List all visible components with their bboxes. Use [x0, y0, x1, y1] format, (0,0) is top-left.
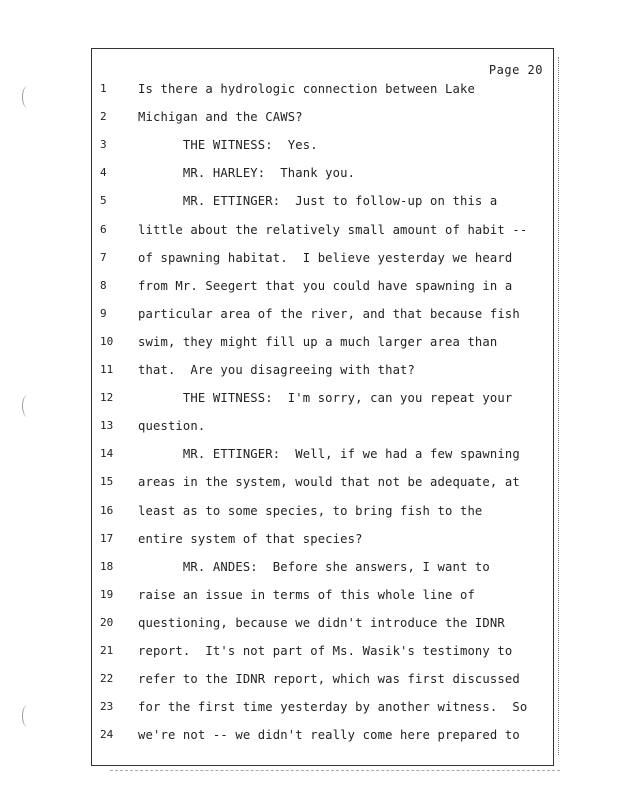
line-text: questioning, because we didn't introduce the IDNR	[138, 615, 505, 630]
line-number: 9	[100, 306, 107, 320]
line-number: 14	[100, 447, 114, 461]
transcript-line	[92, 110, 553, 130]
scan-artifact-line	[110, 770, 560, 772]
line-number: 20	[100, 615, 114, 629]
line-text: Michigan and the CAWS?	[138, 110, 303, 125]
line-text: Is there a hydrologic connection between Lake	[138, 82, 475, 96]
line-text: MR. ANDES: Before she answers, I want to	[138, 559, 490, 574]
transcript-line	[92, 532, 553, 552]
page-number: Page 20	[488, 63, 543, 77]
line-number: 10	[100, 334, 114, 348]
line-text: that. Are you disagreeing with that?	[138, 363, 416, 377]
line-number: 18	[100, 559, 114, 573]
line-text: little about the relatively small amount of habit --	[138, 222, 528, 237]
transcript-line	[92, 419, 553, 439]
line-text: MR. ETTINGER: Well, if we had a few spawning	[138, 447, 520, 462]
transcript-line	[92, 138, 553, 158]
line-number: 22	[100, 672, 114, 686]
line-number: 5	[100, 194, 107, 208]
transcript-line	[92, 391, 553, 411]
line-number: 1	[100, 82, 107, 95]
line-number: 2	[100, 110, 107, 124]
transcript-line	[92, 251, 553, 271]
line-number: 11	[100, 363, 114, 376]
line-text: question.	[138, 419, 206, 434]
line-number: 15	[100, 475, 114, 489]
line-text: raise an issue in terms of this whole line of	[138, 587, 475, 602]
transcript-line	[92, 588, 553, 608]
line-text: of spawning habitat. I believe yesterday we heard	[138, 250, 513, 265]
line-number: 6	[100, 222, 107, 236]
transcript-line	[92, 672, 553, 692]
line-text: entire system of that species?	[138, 531, 363, 546]
binder-hole-mark	[22, 705, 33, 727]
transcript-line	[92, 504, 553, 524]
line-text: MR. HARLEY: Thank you.	[138, 166, 356, 181]
transcript-line	[92, 166, 553, 186]
line-text: from Mr. Seegert that you could have spawning in a	[138, 278, 513, 293]
line-text: refer to the IDNR report, which was first discussed	[138, 672, 520, 687]
line-number: 12	[100, 391, 114, 405]
line-number: 3	[100, 138, 107, 152]
line-text: for the first time yesterday by another witness. So	[138, 700, 528, 715]
transcript-line	[92, 560, 553, 580]
line-number: 4	[100, 166, 107, 180]
transcript-line	[92, 447, 553, 467]
transcript-line	[92, 363, 553, 383]
line-text: THE WITNESS: I'm sorry, can you repeat your	[138, 391, 513, 406]
transcript-line	[92, 194, 553, 214]
binder-hole-mark	[22, 86, 33, 108]
transcript-line	[92, 700, 553, 720]
line-text: areas in the system, would that not be adequate, at	[138, 475, 520, 490]
transcript-line	[92, 335, 553, 355]
transcript-line	[92, 82, 553, 102]
line-number: 24	[100, 728, 114, 742]
transcript-line	[92, 616, 553, 636]
line-number: 7	[100, 250, 107, 264]
binder-hole-mark	[22, 395, 33, 417]
transcript-line	[92, 644, 553, 664]
line-number: 21	[100, 644, 114, 657]
line-text: THE WITNESS: Yes.	[138, 138, 318, 153]
line-number: 19	[100, 587, 114, 601]
line-number: 17	[100, 531, 114, 545]
line-number: 23	[100, 700, 114, 714]
transcript-line	[92, 223, 553, 243]
line-number: 8	[100, 278, 107, 292]
line-number: 16	[100, 503, 114, 517]
transcript-line	[92, 728, 553, 748]
line-number: 13	[100, 419, 114, 433]
transcript-line	[92, 307, 553, 327]
transcript-page	[91, 48, 554, 766]
line-text: report. It's not part of Ms. Wasik's testimony to	[138, 644, 513, 658]
line-text: swim, they might fill up a much larger area than	[138, 334, 498, 349]
page-edge-line	[558, 57, 560, 755]
transcript-line	[92, 279, 553, 299]
transcript-line	[92, 475, 553, 495]
line-text: particular area of the river, and that because fish	[138, 306, 520, 321]
line-text: we're not -- we didn't really come here prepared to	[138, 728, 520, 743]
line-text: MR. ETTINGER: Just to follow-up on this a	[138, 194, 498, 209]
line-text: least as to some species, to bring fish to the	[138, 503, 483, 518]
